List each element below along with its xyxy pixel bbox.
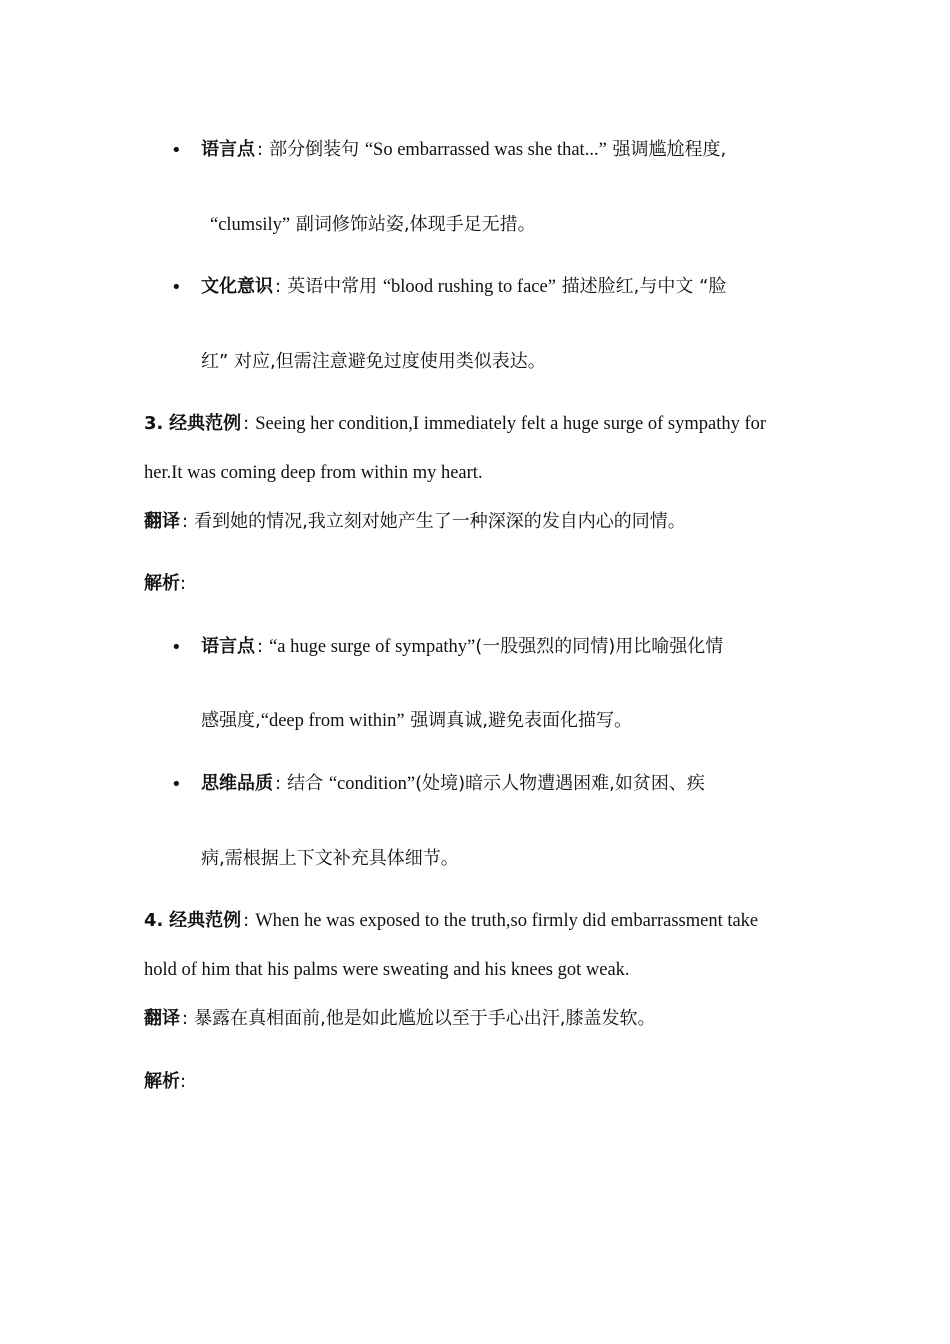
s4-analysis-heading <box>144 1068 186 1096</box>
s3-thinking-line1 <box>201 770 705 798</box>
s2-culture-line2 <box>201 348 546 376</box>
english-quote: “clumsily” <box>210 215 291 235</box>
s4-translation <box>144 1005 656 1033</box>
colon: : <box>275 773 282 794</box>
s3-language-point-label: 语言点 <box>201 636 255 657</box>
english-quote: “condition” <box>328 774 416 794</box>
s4-title: 经典范例 <box>169 910 242 931</box>
bullet-dot: • <box>171 140 182 161</box>
s4-number: 4. <box>144 910 164 931</box>
text: (处境)暗示人物遭遇困难,如贫困、疾 <box>415 773 705 794</box>
text: 红” 对应,但需注意避免过度使用类似表达。 <box>201 351 546 372</box>
s3-language-point-line1 <box>201 633 723 661</box>
colon: : <box>180 573 187 594</box>
s3-thinking-line2 <box>201 845 459 873</box>
s2-culture-label: 文化意识 <box>201 276 273 297</box>
text: 强调尴尬程度, <box>606 139 727 160</box>
bullet-dot: • <box>171 637 182 658</box>
text: 结合 <box>287 773 329 794</box>
text: 副词修饰站姿,体现手足无措。 <box>290 214 536 235</box>
s2-language-point-label: 语言点 <box>201 139 255 160</box>
english-quote: “So embarrassed was she that...” <box>364 140 607 160</box>
colon: : <box>257 636 264 657</box>
text: (一股强烈的同情)用比喻强化情 <box>475 636 724 657</box>
s3-number: 3. <box>144 413 164 434</box>
colon: : <box>257 139 264 160</box>
text: 感强度, <box>201 710 261 731</box>
bullet-dot: • <box>171 774 182 795</box>
s4-example-line1 <box>144 907 758 935</box>
colon: : <box>243 910 250 931</box>
english-quote: “a huge surge of sympathy” <box>269 637 476 657</box>
s2-language-point-line1 <box>201 136 726 164</box>
colon: : <box>180 1071 187 1092</box>
english-quote: “blood rushing to face” <box>382 277 556 297</box>
text: 部分倒装句 <box>269 139 365 160</box>
s3-sentence-part2: her.It was coming deep from within my heart. <box>144 463 483 483</box>
s3-analysis-heading <box>144 570 186 598</box>
colon: : <box>243 413 250 434</box>
s3-translation-text: 看到她的情况,我立刻对她产生了一种深深的发自内心的同情。 <box>194 511 686 532</box>
s3-title: 经典范例 <box>169 413 242 434</box>
s3-translation-label: 翻译 <box>144 511 180 532</box>
colon: : <box>275 276 282 297</box>
colon: : <box>182 1008 189 1029</box>
s4-translation-text: 暴露在真相面前,他是如此尴尬以至于手心出汗,膝盖发软。 <box>194 1008 656 1029</box>
colon: : <box>182 511 189 532</box>
s3-thinking-label: 思维品质 <box>201 773 273 794</box>
bullet-dot: • <box>171 277 182 298</box>
text: 英语中常用 <box>287 276 383 297</box>
s3-sentence-part1: Seeing her condition,I immediately felt a huge surge of sympathy for <box>255 414 767 434</box>
text: 强调真诚,避免表面化描写。 <box>404 710 633 731</box>
s4-sentence-part1: When he was exposed to the truth,so firmly did embarrassment take <box>255 911 759 931</box>
s3-translation <box>144 508 686 536</box>
s4-translation-label: 翻译 <box>144 1008 180 1029</box>
s2-culture-line1 <box>201 273 726 301</box>
s3-analysis-label: 解析 <box>144 573 180 594</box>
s4-analysis-label: 解析 <box>144 1071 180 1092</box>
english-quote: “deep from within” <box>260 711 405 731</box>
text: 描述脸红,与中文 “脸 <box>555 276 727 297</box>
s3-example-line1 <box>144 410 766 438</box>
s3-language-point-line2 <box>201 707 632 735</box>
s4-sentence-part2: hold of him that his palms were sweating and his knees got weak. <box>144 960 630 980</box>
s2-language-point-line2 <box>210 211 536 239</box>
text: 病,需根据上下文补充具体细节。 <box>201 848 459 869</box>
